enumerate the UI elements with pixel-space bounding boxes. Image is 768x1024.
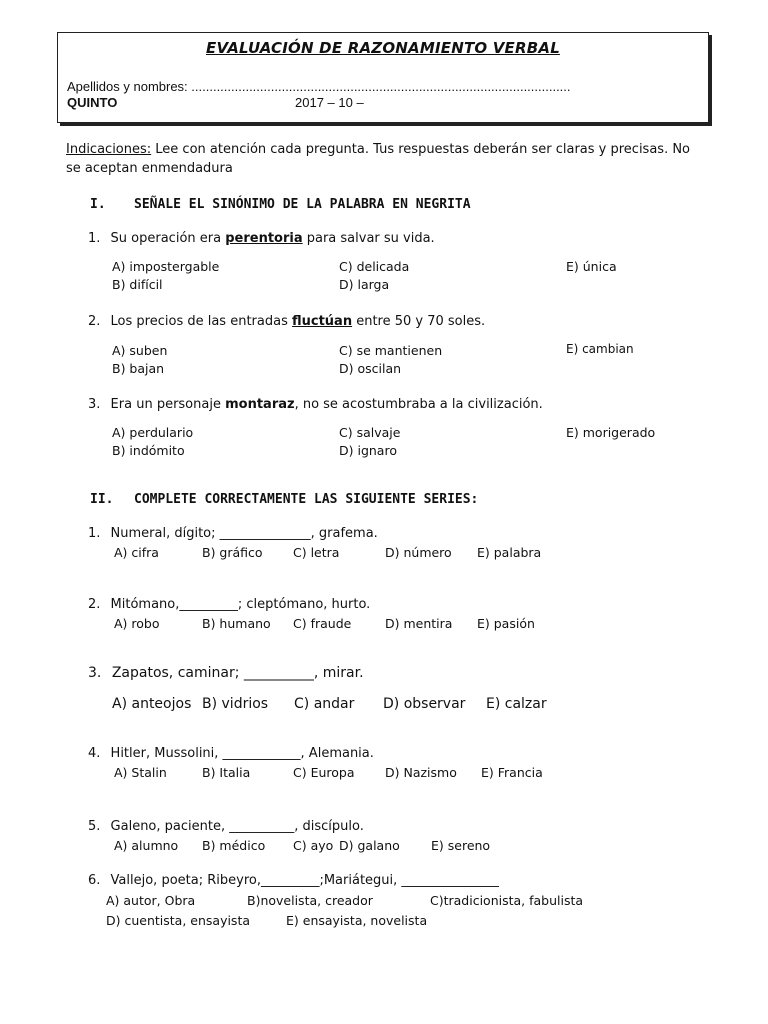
question-keyword: montaraz: [225, 397, 295, 412]
s2-q5: [88, 819, 364, 834]
option: B) gráfico: [202, 545, 263, 560]
option: C) se mantienen: [339, 343, 443, 358]
names-field-label: Apellidos y nombres: .........................................................................................................: [67, 79, 571, 94]
question-number: 3.: [88, 665, 102, 681]
option: E) morigerado: [566, 425, 656, 440]
option: E) calzar: [486, 696, 547, 712]
option: B) médico: [202, 838, 266, 853]
option: C)tradicionista, fabulista: [430, 893, 584, 908]
question-number: 1.: [88, 526, 101, 541]
instructions-text: Lee con atención cada pregunta. Tus respuestas deberán ser claras y precisas. No se aceptan enmendadura: [66, 142, 691, 176]
option: D) galano: [339, 838, 400, 853]
question-number: 1.: [88, 231, 101, 246]
header-box: [57, 32, 709, 123]
question-text-before: Su operación era: [110, 231, 226, 246]
question-text-before: Era un personaje: [110, 397, 226, 412]
option: C) letra: [293, 545, 340, 560]
s2-q3: [88, 665, 364, 681]
section-1-number: I.: [90, 197, 106, 212]
option: E) pasión: [477, 616, 535, 631]
option: B) indómito: [112, 443, 185, 458]
question-text: Zapatos, caminar; __________, mirar.: [111, 665, 364, 681]
question-keyword: perentoria: [225, 231, 303, 246]
instructions: [66, 140, 706, 178]
question-text-after: para salvar su vida.: [302, 231, 435, 246]
option: B)novelista, creador: [247, 893, 373, 908]
question-number: 3.: [88, 397, 101, 412]
option: D) cuentista, ensayista: [106, 913, 251, 928]
option: C) salvaje: [339, 425, 401, 440]
question-number: 4.: [88, 746, 101, 761]
s2-q4: [88, 746, 374, 761]
date-label: 2017 – 10 –: [295, 95, 364, 110]
question-number: 2.: [88, 597, 101, 612]
option: C) Europa: [293, 765, 355, 780]
option: D) observar: [383, 696, 466, 712]
option: A) perdulario: [112, 425, 194, 440]
option: E) Francia: [481, 765, 543, 780]
option: D) Nazismo: [385, 765, 457, 780]
option: E) cambian: [566, 342, 634, 356]
option: E) única: [566, 259, 617, 274]
question-text: Vallejo, poeta; Ribeyro,_________;Mariátegui, _______________: [110, 873, 499, 888]
question-text: Mitómano,_________; cleptómano, hurto.: [110, 597, 371, 612]
option: A) cifra: [114, 545, 159, 560]
s1-q1: [88, 231, 435, 246]
option: B) difícil: [112, 277, 163, 292]
s1-q3: [88, 397, 543, 412]
instructions-label: Indicaciones:: [66, 142, 152, 157]
option: B) bajan: [112, 361, 165, 376]
option: E) ensayista, novelista: [286, 913, 428, 928]
s2-q2: [88, 597, 370, 612]
s2-q1: [88, 526, 378, 541]
option: D) número: [385, 545, 452, 560]
question-text-after: entre 50 y 70 soles.: [352, 314, 486, 329]
option: B) vidrios: [202, 696, 269, 712]
option: A) alumno: [114, 838, 179, 853]
grade-label: QUINTO: [67, 95, 118, 110]
question-text-after: , no se acostumbraba a la civilización.: [294, 397, 543, 412]
option: E) palabra: [477, 545, 542, 560]
s2-q6: [88, 873, 499, 888]
section-1-title: SEÑALE EL SINÓNIMO DE LA PALABRA EN NEGRITA: [134, 197, 471, 212]
option: A) impostergable: [112, 259, 220, 274]
question-text: Galeno, paciente, __________, discípulo.: [110, 819, 364, 834]
option: A) Stalin: [114, 765, 167, 780]
option: C) andar: [294, 696, 355, 712]
option: C) fraude: [293, 616, 352, 631]
question-text: Numeral, dígito; ______________, grafema.: [110, 526, 378, 541]
option: C) ayo: [293, 838, 334, 853]
option: D) oscilan: [339, 361, 402, 376]
option: A) anteojos: [112, 696, 192, 712]
option: A) suben: [112, 343, 168, 358]
question-number: 5.: [88, 819, 101, 834]
option: D) ignaro: [339, 443, 397, 458]
question-text: Hitler, Mussolini, ____________, Alemania.: [110, 746, 374, 761]
section-2-number: II.: [90, 492, 114, 507]
option: A) robo: [114, 616, 160, 631]
question-number: 2.: [88, 314, 101, 329]
option: D) mentira: [385, 616, 453, 631]
option: B) Italia: [202, 765, 251, 780]
question-number: 6.: [88, 873, 101, 888]
option: A) autor, Obra: [106, 893, 196, 908]
option: D) larga: [339, 277, 390, 292]
section-2-title: COMPLETE CORRECTAMENTE LAS SIGUIENTE SERIES:: [134, 492, 479, 507]
option: B) humano: [202, 616, 271, 631]
option: E) sereno: [431, 838, 491, 853]
page-title: EVALUACIÓN DE RAZONAMIENTO VERBAL: [206, 39, 560, 57]
option: C) delicada: [339, 259, 410, 274]
question-text-before: Los precios de las entradas: [110, 314, 292, 329]
question-keyword: fluctúan: [291, 314, 353, 329]
s1-q2: [88, 314, 485, 329]
